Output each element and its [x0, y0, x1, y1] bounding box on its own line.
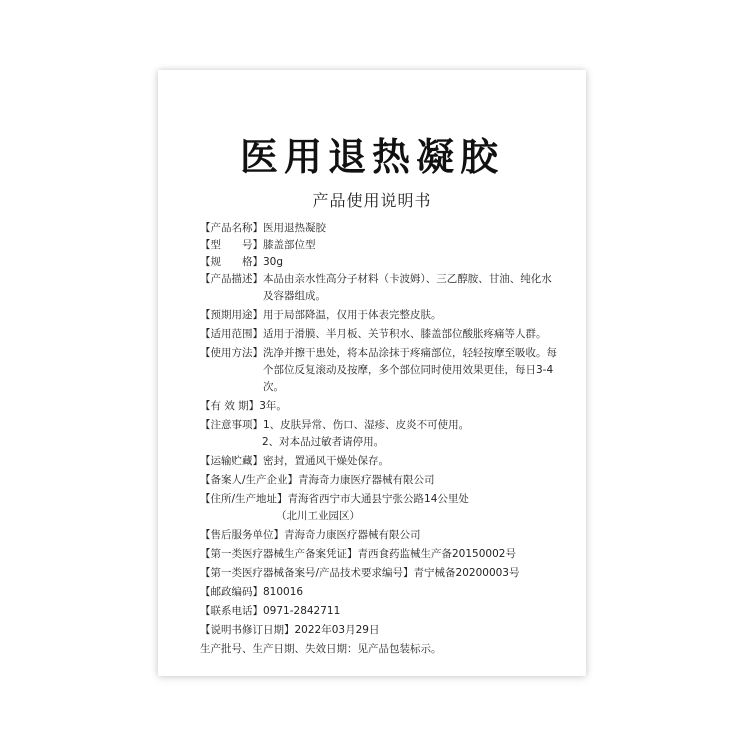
field-model [200, 237, 560, 254]
field-label: 【使用方法】 [200, 347, 263, 359]
field-validity [200, 398, 560, 415]
field-value: 医用退热凝胶 [263, 222, 326, 234]
field-value: 1、皮肤异常、伤口、湿疹、皮炎不可使用。 [263, 419, 470, 431]
field-label: 【联系电话】 [200, 605, 263, 617]
document-subtitle: 产品使用说明书 [312, 191, 432, 210]
field-label: 【适用范围】 [200, 328, 263, 340]
field-value: 膝盖部位型 [263, 239, 316, 251]
field-product-name [200, 220, 560, 237]
field-label: 【注意事项】 [200, 419, 263, 431]
field-precautions-2 [200, 434, 560, 451]
field-postcode [200, 584, 560, 601]
field-production-cert [200, 546, 560, 563]
field-value: 密封，置通风干燥处保存。 [263, 455, 389, 467]
field-value: 青宁械备20200003号 [413, 567, 520, 579]
field-revision-date [200, 622, 560, 639]
field-value: 3年。 [259, 400, 287, 412]
field-value: 青海奇力康医疗器械有限公司 [298, 474, 435, 486]
field-label: 【第一类医疗器械生产备案凭证】 [200, 548, 358, 560]
field-value: 用于局部降温，仅用于体表完整皮肤。 [263, 309, 442, 321]
field-label: 【预期用途】 [200, 309, 263, 321]
field-manufacturer [200, 472, 560, 489]
field-value: 0971-2842711 [263, 605, 341, 617]
field-value: 2022年03月29日 [294, 624, 380, 636]
field-intended-use [200, 307, 560, 324]
field-label: 【产品名称】 [200, 222, 263, 234]
field-label: 【备案人/生产企业】 [200, 474, 299, 486]
field-value: 810016 [263, 586, 304, 598]
field-value: 青海奇力康医疗器械有限公司 [284, 529, 421, 541]
field-label: 【产品描述】 [200, 273, 263, 285]
instruction-sheet [158, 70, 586, 676]
field-spec [200, 254, 560, 271]
field-label: 【运输贮藏】 [200, 455, 263, 467]
field-label: 【住所/生产地址】 [200, 493, 288, 505]
field-label: 【说明书修订日期】 [200, 624, 295, 636]
field-label: 【售后服务单位】 [200, 529, 284, 541]
field-list [200, 220, 560, 658]
field-value: 洗净并擦干患处，将本品涂抹于疼痛部位，轻轻按摩至吸收。每个部位反复滚动及按摩，多个部位同时使用效果更佳，每日3-4次。 [263, 347, 557, 393]
field-label: 【邮政编码】 [200, 586, 263, 598]
field-value: 青西食药监械生产备20150002号 [357, 548, 516, 560]
field-value: 青海省西宁市大通县宁张公路14公里处 [287, 493, 469, 505]
field-value: （北川工业园区） [276, 510, 360, 522]
field-storage [200, 453, 560, 470]
field-value: 2、对本品过敏者请停用。 [262, 436, 385, 448]
field-precautions [200, 417, 560, 434]
field-value: 30g [263, 256, 284, 268]
field-address-2 [200, 508, 560, 525]
field-label: 【型 号】 [200, 239, 263, 251]
document-title: 医用退热凝胶 [239, 134, 504, 179]
field-address [200, 491, 560, 508]
field-service [200, 527, 560, 544]
field-usage [200, 345, 560, 396]
field-value: 适用于滑膜、半月板、关节积水、膝盖部位酸胀疼痛等人群。 [263, 328, 547, 340]
field-batch-note [200, 641, 560, 658]
field-scope [200, 326, 560, 343]
field-record-number [200, 565, 560, 582]
field-description [200, 271, 560, 305]
field-label: 【第一类医疗器械备案号/产品技术要求编号】 [200, 567, 414, 579]
field-phone [200, 603, 560, 620]
field-value: 本品由亲水性高分子材料（卡波姆）、三乙醇胺、甘油、纯化水及容器组成。 [263, 273, 552, 302]
field-value: 生产批号、生产日期、失效日期：见产品包装标示。 [200, 643, 442, 655]
field-label: 【规 格】 [200, 256, 263, 268]
field-label: 【有 效 期】 [200, 400, 260, 412]
